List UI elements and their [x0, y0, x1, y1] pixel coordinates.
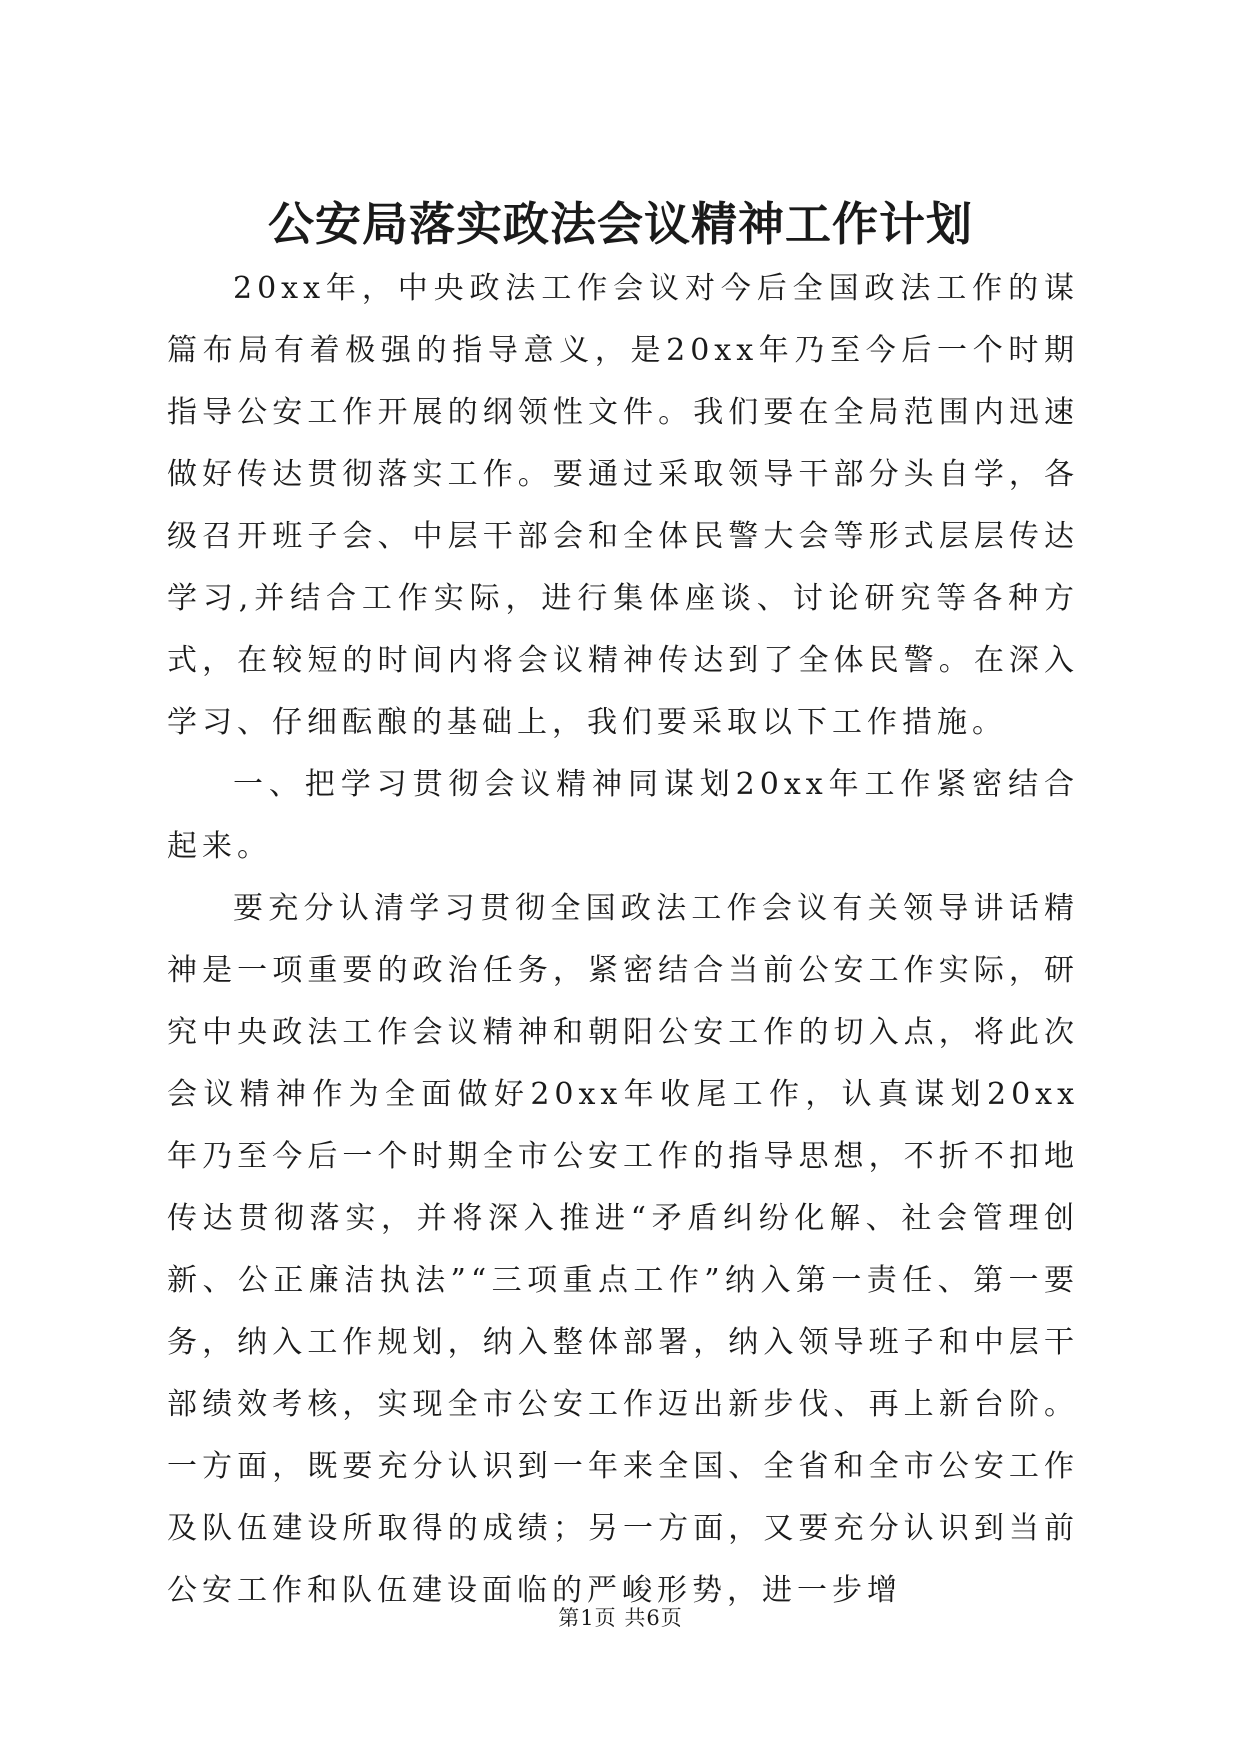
paragraph-intro: 20xx年，中央政法工作会议对今后全国政法工作的谋篇布局有着极强的指导意义，是20xx年乃至今后一个时期指导公安工作开展的纲领性文件。我们要在全局范围内迅速做好传达贯彻落实工作。要通过采取领导干部分头自学，各级召开班子会、中层干部会和全体民警大会等形式层层传达学习,并结合工作实际，进行集体座谈、讨论研究等各种方式，在较短的时间内将会议精神传达到了全体民警。在深入学习、仔细酝酿的基础上，我们要采取以下工作措施。	[167, 271, 1079, 740]
document-body	[167, 258, 1079, 1622]
document-title: 公安局落实政法会议精神工作计划	[268, 197, 973, 251]
paragraph-section-1: 要充分认清学习贯彻全国政法工作会议有关领导讲话精神是一项重要的政治任务，紧密结合当前公安工作实际，研究中央政法工作会议精神和朝阳公安工作的切入点，将此次会议精神作为全面做好20xx年收尾工作，认真谋划20xx年乃至今后一个时期全市公安工作的指导思想，不折不扣地传达贯彻落实，并将深入推进“矛盾纠纷化解、社会管理创新、公正廉洁执法”“三项重点工作”纳入第一责任、第一要务，纳入工作规划，纳入整体部署，纳入领导班子和中层干部绩效考核，实现全市公安工作迈出新步伐、再上新台阶。一方面，既要充分认识到一年来全国、全省和全市公安工作及队伍建设所取得的成绩；另一方面，又要充分认识到当前公安工作和队伍建设面临的严峻形势，进一步增	[167, 891, 1079, 1608]
page-footer: 第1页 共6页	[558, 1606, 683, 1630]
paragraph-heading-1: 一、把学习贯彻会议精神同谋划20xx年工作紧密结合起来。	[167, 767, 1079, 864]
